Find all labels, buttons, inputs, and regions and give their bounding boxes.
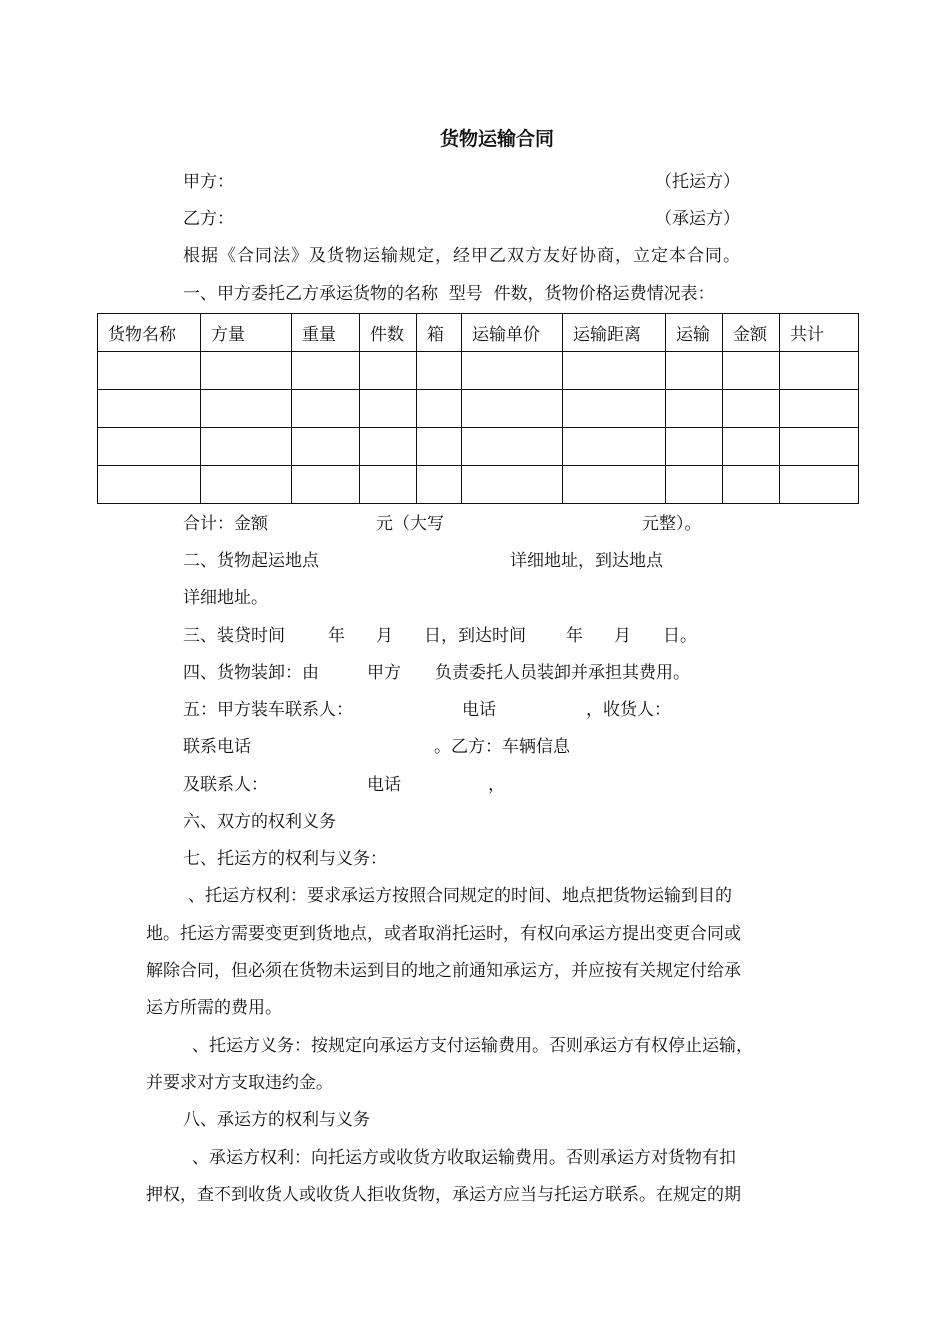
table-cell [666, 466, 723, 504]
paragraph-line: 、托运方义务：按规定向承运方支付运输费用。否则承运方有权停止运输， [192, 1036, 753, 1056]
paragraph-line: 并要求对方支取违约金。 [146, 1073, 333, 1093]
clause-1: 一、甲方委托乙方承运货物的名称 型号 件数，货物价格运费情况表： [183, 284, 715, 304]
table-cell [360, 428, 417, 466]
clause-3-year-2: 年 [566, 626, 583, 646]
clause-5-vehicle: 。乙方：车辆信息 [434, 737, 570, 757]
clause-5-contact: 及联系人： [183, 775, 268, 795]
table-cell [98, 466, 201, 504]
total-label: 合计：金额 [183, 514, 268, 534]
table-header-cell: 共计 [780, 314, 859, 352]
table-cell [292, 390, 360, 428]
table-header-row [98, 314, 859, 352]
table-cell [563, 390, 666, 428]
table-cell [563, 352, 666, 390]
table-cell [563, 428, 666, 466]
paragraph-line: 解除合同，但必须在货物未运到目的地之前通知承运方，并应按有关规定付给承 [146, 961, 741, 981]
table-row [98, 428, 859, 466]
clause-3-year: 年 [328, 626, 345, 646]
table-header-cell: 货物名称 [98, 314, 201, 352]
table-cell [98, 390, 201, 428]
table-cell [462, 390, 563, 428]
clause-5-phone-2: 电话 [367, 775, 401, 795]
clause-4-end: 负责委托人员装卸并承担其费用。 [435, 663, 690, 683]
paragraph-line: 运方所需的费用。 [146, 998, 282, 1018]
clause-5-start: 五：甲方装车联系人： [183, 700, 353, 720]
clause-3-month: 月 [376, 626, 393, 646]
table-cell [98, 428, 201, 466]
party-b-role: （承运方） [655, 209, 740, 229]
table-cell [417, 466, 462, 504]
table-cell [780, 352, 859, 390]
table-cell [462, 428, 563, 466]
total-yuan: 元（大写 [376, 514, 444, 534]
table-cell [417, 390, 462, 428]
table-cell [98, 352, 201, 390]
clause-8: 八、承运方的权利与义务 [183, 1110, 370, 1130]
table-header-cell: 方量 [201, 314, 292, 352]
clause-3-label: 三、装贷时间 [183, 626, 285, 646]
table-cell [201, 352, 292, 390]
party-a-label: 甲方： [183, 172, 234, 192]
table-header-cell: 箱 [417, 314, 462, 352]
paragraph-line: 、托运方权利：要求承运方按照合同规定的时间、地点把货物运输到目的 [188, 886, 732, 906]
table-cell [201, 428, 292, 466]
table-cell [723, 428, 780, 466]
table-cell [462, 352, 563, 390]
table-cell [723, 466, 780, 504]
intro-text: 根据《合同法》及货物运输规定，经甲乙双方友好协商，立定本合同。 [183, 246, 741, 266]
clause-3-day: 日，到达时间 [424, 626, 526, 646]
clause-5-receiver: ，收货人： [586, 700, 671, 720]
table-cell [360, 352, 417, 390]
clause-3-month-2: 月 [614, 626, 631, 646]
goods-table [97, 313, 859, 504]
paragraph-line: 押权，查不到收货人或收货人拒收货物，承运方应当与托运方联系。在规定的期 [146, 1185, 741, 1205]
table-cell [723, 352, 780, 390]
table-header-cell: 件数 [360, 314, 417, 352]
table-cell [666, 428, 723, 466]
table-row [98, 352, 859, 390]
clause-4-start: 四、货物装卸：由 [183, 663, 319, 683]
table-cell [292, 428, 360, 466]
table-cell [292, 466, 360, 504]
party-b-label: 乙方： [183, 209, 234, 229]
table-row [98, 466, 859, 504]
table-cell [723, 390, 780, 428]
table-cell [563, 466, 666, 504]
clause-5-comma: ， [488, 775, 505, 795]
table-row [98, 390, 859, 428]
table-cell [201, 390, 292, 428]
clause-2-mid: 详细地址，到达地点 [510, 551, 663, 571]
page-title: 货物运输合同 [439, 128, 554, 150]
table-cell [417, 352, 462, 390]
table-cell [292, 352, 360, 390]
table-header-cell: 运输 [666, 314, 723, 352]
table-header-cell: 金额 [723, 314, 780, 352]
table-cell [417, 428, 462, 466]
clause-2-cont: 详细地址。 [183, 588, 268, 608]
table-cell [780, 390, 859, 428]
clause-2-start: 二、货物起运地点 [183, 551, 319, 571]
table-header-cell: 运输距离 [563, 314, 666, 352]
table-cell [360, 390, 417, 428]
table-cell [462, 466, 563, 504]
table-header-cell: 运输单价 [462, 314, 563, 352]
table-cell [666, 390, 723, 428]
clause-6: 六、双方的权利义务 [183, 812, 336, 832]
clause-4-who: 甲方 [367, 663, 401, 683]
table-cell [360, 466, 417, 504]
table-cell [780, 428, 859, 466]
party-a-role: （托运方） [655, 172, 740, 192]
clause-5-contact-phone: 联系电话 [183, 737, 251, 757]
clause-5-phone: 电话 [462, 700, 496, 720]
table-header-cell: 重量 [292, 314, 360, 352]
total-end: 元整）。 [642, 514, 702, 534]
table-cell [666, 352, 723, 390]
paragraph-line: 、承运方权利：向托运方或收货方收取运输费用。否则承运方对货物有扣 [192, 1148, 736, 1168]
paragraph-line: 地。托运方需要变更到货地点，或者取消托运时，有权向承运方提出变更合同或 [146, 924, 741, 944]
table-cell [780, 466, 859, 504]
clause-3-day-2: 日。 [663, 626, 697, 646]
table-cell [201, 466, 292, 504]
clause-7: 七、托运方的权利与义务： [183, 849, 387, 869]
